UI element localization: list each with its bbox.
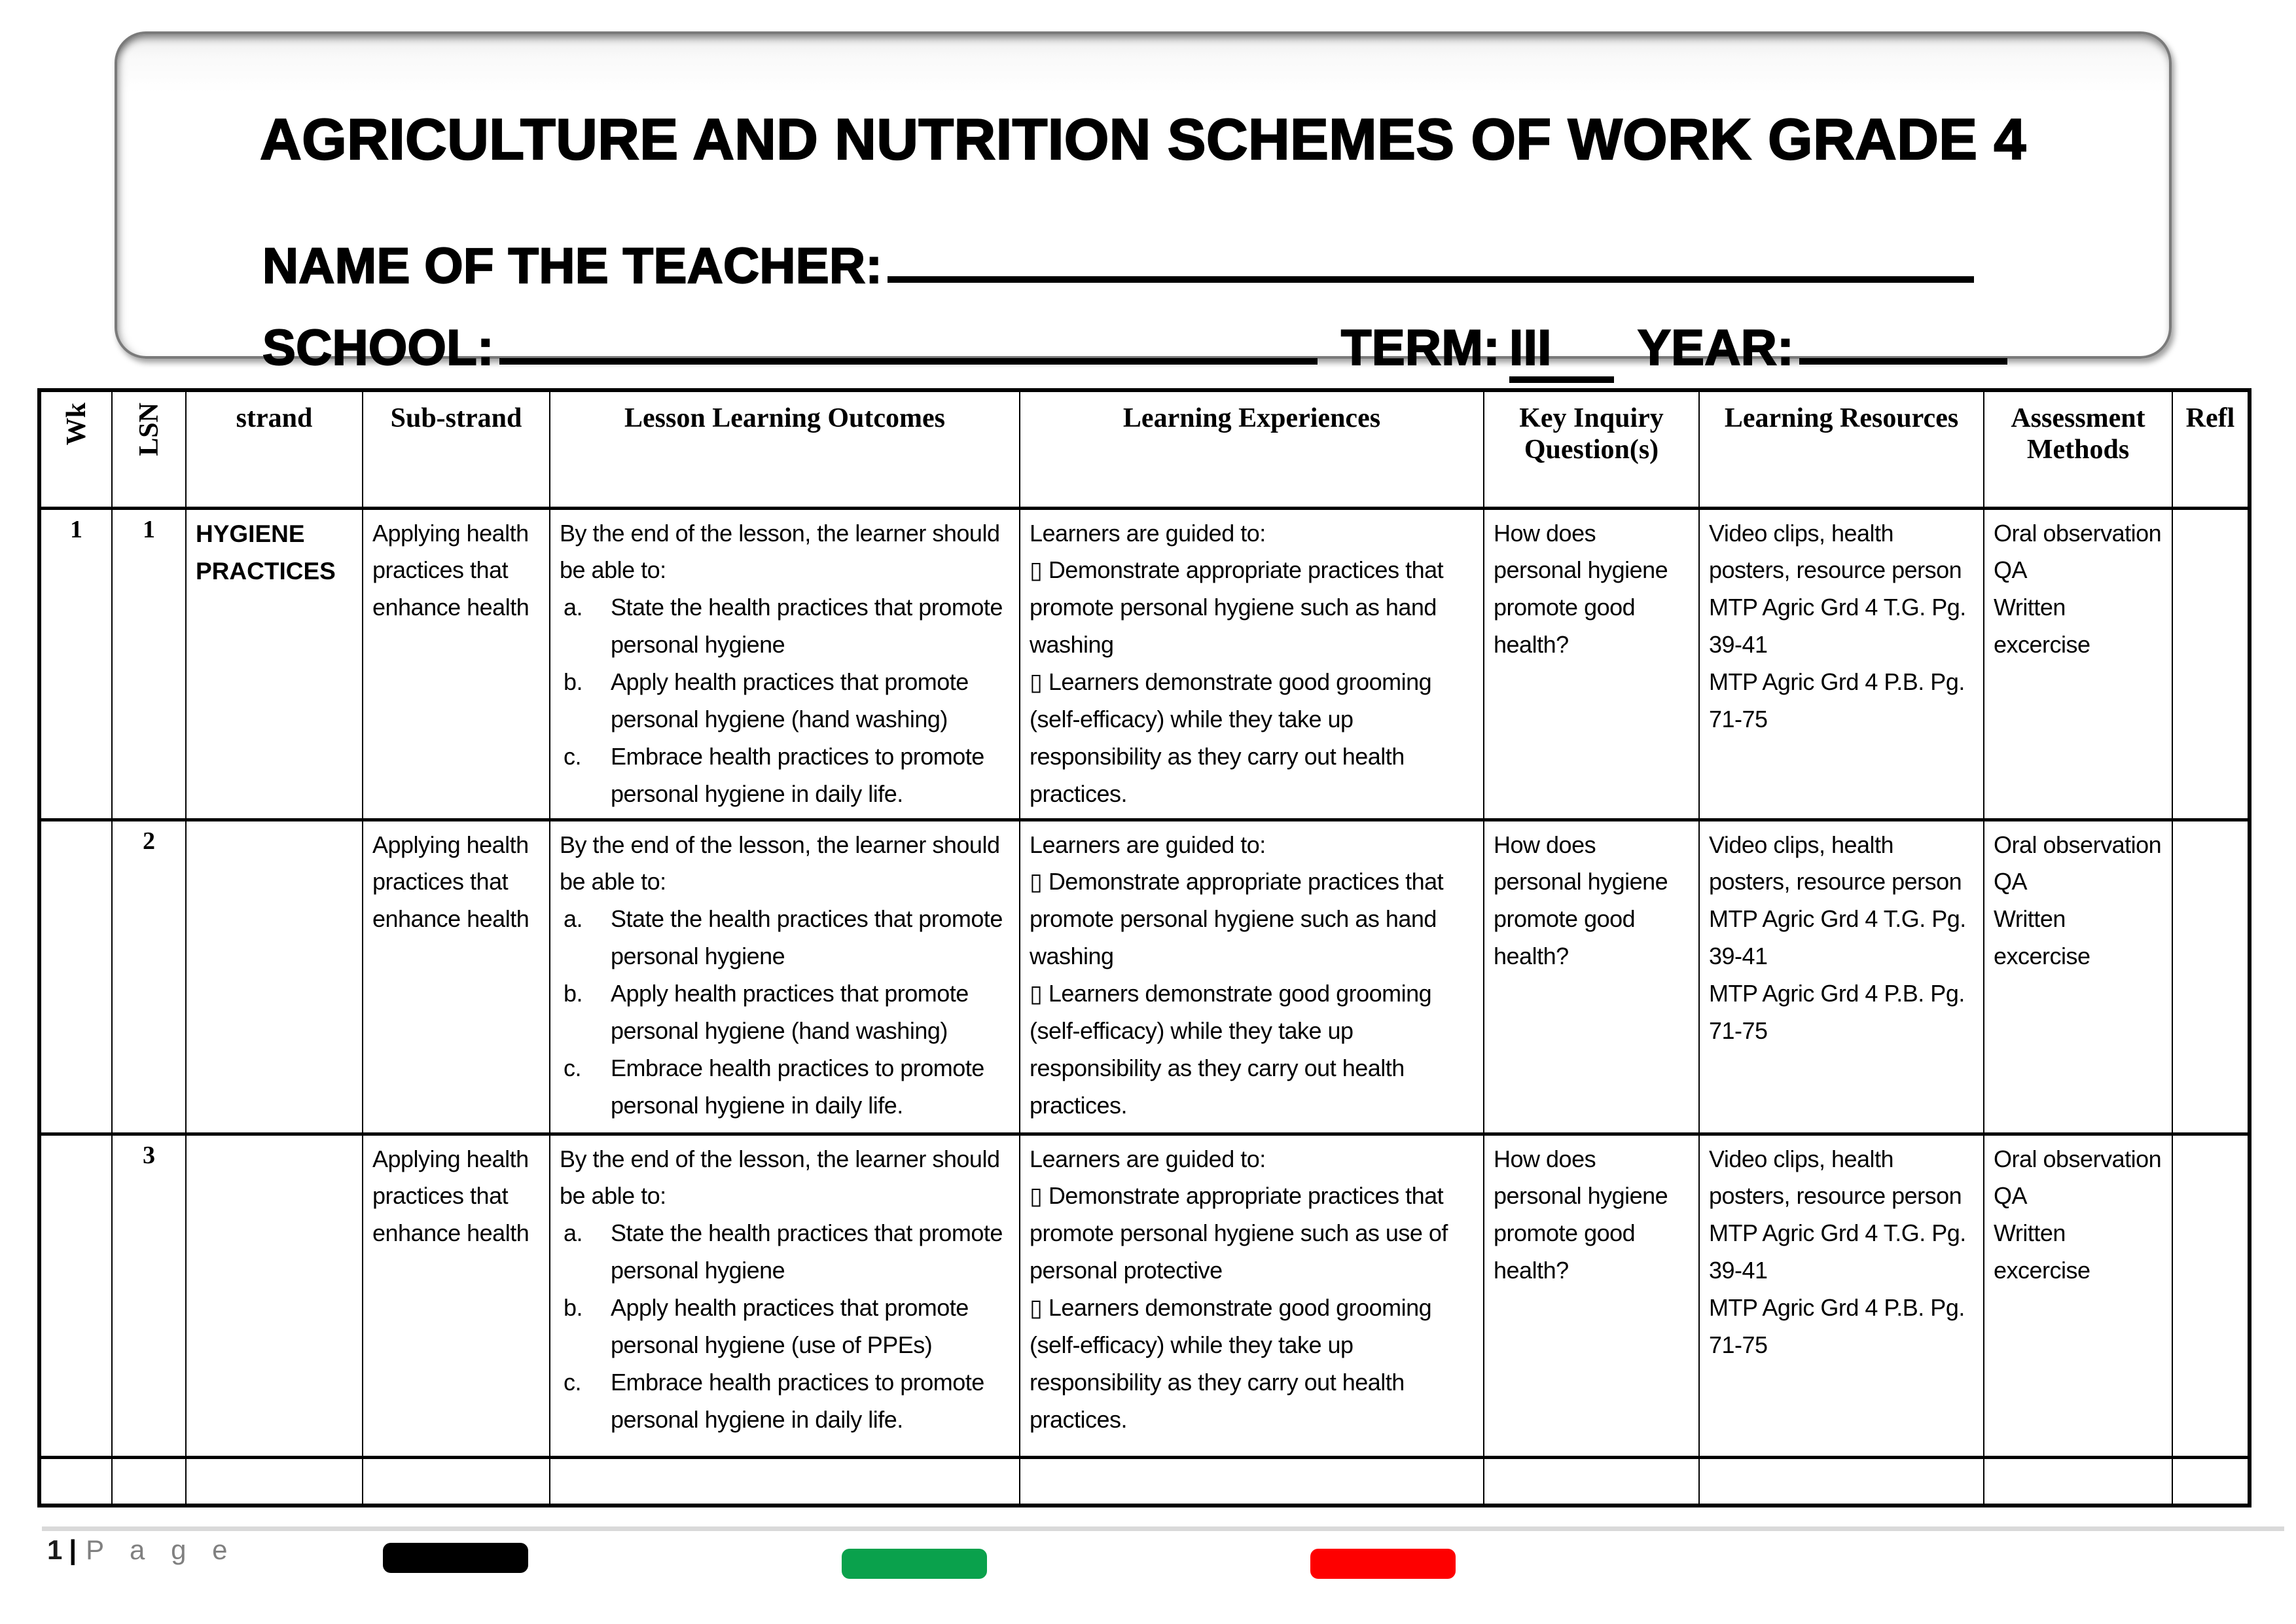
- resource-line: MTP Agric Grd 4 T.G. Pg. 39-41: [1709, 905, 1966, 970]
- footer-divider: [42, 1526, 2284, 1531]
- table-row: [39, 820, 2250, 1134]
- cell-wk: 1: [39, 508, 112, 820]
- col-header-sub-strand: Sub-strand: [363, 390, 550, 508]
- col-header-strand: strand: [186, 390, 363, 508]
- outcome-item: b. Apply health practices that promote personal hygiene (hand washing): [564, 668, 969, 732]
- outcome-item: a. State the health practices that promote personal hygiene: [564, 1219, 1003, 1284]
- teacher-field-row: [262, 230, 1974, 295]
- assessment-line: Written excercise: [1994, 905, 2090, 970]
- schemes-of-work-table: [37, 388, 2251, 1507]
- resource-line: MTP Agric Grd 4 P.B. Pg. 71-75: [1709, 980, 1965, 1044]
- experience-item: ▯ Learners demonstrate good grooming (self-efficacy) while they take up responsibility as they carry out health practices.: [1030, 668, 1432, 807]
- table-row-empty: [39, 1457, 2250, 1506]
- outcome-item: c. Embrace health practices to promote personal hygiene in daily life.: [564, 742, 984, 807]
- cell-inquiry: How does personal hygiene promote good health?: [1484, 1134, 1699, 1457]
- assessment-line: Oral observation: [1994, 519, 2162, 547]
- table-header-row: [39, 390, 2250, 508]
- cell-outcomes: [550, 1457, 1020, 1506]
- cell-assessment: [1984, 820, 2172, 1134]
- resource-line: Video clips, health posters, resource person: [1709, 1145, 1962, 1210]
- year-label: YEAR:: [1638, 319, 1795, 376]
- cell-strand: [186, 1134, 363, 1457]
- assessment-line: QA: [1994, 556, 2028, 584]
- assessment-line: Oral observation: [1994, 1145, 2162, 1172]
- cell-assessment: [1984, 1134, 2172, 1457]
- col-header-outcomes: Lesson Learning Outcomes: [550, 390, 1020, 508]
- experience-item: ▯ Demonstrate appropriate practices that promote personal hygiene such as hand washing: [1030, 556, 1444, 659]
- cell-lsn: 2: [112, 820, 186, 1134]
- cell-refl: [2172, 508, 2250, 820]
- experience-item: ▯ Demonstrate appropriate practices that promote personal hygiene such as use of personal protective: [1030, 1182, 1448, 1284]
- year-blank-line: [1799, 312, 2007, 365]
- cell-refl: [2172, 1457, 2250, 1506]
- outcomes-intro: By the end of the lesson, the learner should be able to:: [560, 1145, 1000, 1210]
- page-number-footer: [47, 1534, 236, 1566]
- teacher-blank-line: [888, 230, 1974, 283]
- col-header-assessment: Assessment Methods: [1984, 390, 2172, 508]
- cell-lsn: 3: [112, 1134, 186, 1457]
- school-field-row: [262, 312, 2007, 383]
- resource-line: Video clips, health posters, resource person: [1709, 831, 1962, 895]
- page-word: P a g e: [86, 1534, 237, 1565]
- experiences-intro: Learners are guided to:: [1030, 519, 1266, 547]
- experiences-intro: Learners are guided to:: [1030, 1145, 1266, 1172]
- cell-inquiry: How does personal hygiene promote good health?: [1484, 508, 1699, 820]
- strand-text: HYGIENE PRACTICES: [196, 520, 336, 585]
- resource-line: MTP Agric Grd 4 P.B. Pg. 71-75: [1709, 1294, 1965, 1358]
- cell-resources: [1699, 820, 1984, 1134]
- assessment-line: Oral observation: [1994, 831, 2162, 858]
- cell-outcomes: [550, 1134, 1020, 1457]
- col-header-inquiry: Key Inquiry Question(s): [1484, 390, 1699, 508]
- cell-sub-strand: Applying health practices that enhance health: [363, 820, 550, 1134]
- page-number: 1: [47, 1534, 63, 1565]
- assessment-line: Written excercise: [1994, 1219, 2090, 1284]
- cell-wk: [39, 1134, 112, 1457]
- cell-sub-strand: Applying health practices that enhance health: [363, 1134, 550, 1457]
- experience-item: ▯ Learners demonstrate good grooming (self-efficacy) while they take up responsibility as they carry out health practices.: [1030, 1294, 1432, 1433]
- cell-wk: [39, 820, 112, 1134]
- col-header-refl: Refl: [2172, 390, 2250, 508]
- col-header-experiences: Learning Experiences: [1020, 390, 1484, 508]
- outcome-item: b. Apply health practices that promote personal hygiene (hand washing): [564, 980, 969, 1044]
- cell-strand: [186, 820, 363, 1134]
- col-header-wk: Wk: [39, 390, 112, 508]
- table-row: [39, 508, 2250, 820]
- cell-strand: [186, 508, 363, 820]
- red-bar-button[interactable]: [1310, 1549, 1456, 1579]
- col-header-resources: Learning Resources: [1699, 390, 1984, 508]
- assessment-line: QA: [1994, 1182, 2028, 1210]
- resource-line: Video clips, health posters, resource person: [1709, 519, 1962, 584]
- cell-resources: [1699, 1457, 1984, 1506]
- outcome-item: a. State the health practices that promote personal hygiene: [564, 905, 1003, 970]
- school-blank-line: [499, 312, 1318, 365]
- cell-inquiry: [1484, 1457, 1699, 1506]
- cell-assessment: [1984, 1457, 2172, 1506]
- table-row: [39, 1134, 2250, 1457]
- green-bar-button[interactable]: [842, 1549, 987, 1579]
- cell-refl: [2172, 820, 2250, 1134]
- col-header-lsn: LSN: [112, 390, 186, 508]
- experience-item: ▯ Demonstrate appropriate practices that promote personal hygiene such as hand washing: [1030, 868, 1444, 970]
- cell-experiences: [1020, 820, 1484, 1134]
- term-value: III: [1509, 319, 1614, 383]
- black-bar-button[interactable]: [383, 1543, 528, 1573]
- cell-strand: [186, 1457, 363, 1506]
- outcomes-intro: By the end of the lesson, the learner should be able to:: [560, 519, 1000, 584]
- resource-line: MTP Agric Grd 4 T.G. Pg. 39-41: [1709, 1219, 1966, 1284]
- resource-line: MTP Agric Grd 4 T.G. Pg. 39-41: [1709, 594, 1966, 659]
- outcome-item: b. Apply health practices that promote personal hygiene (use of PPEs): [564, 1294, 969, 1358]
- cell-sub-strand: [363, 1457, 550, 1506]
- experience-item: ▯ Learners demonstrate good grooming (self-efficacy) while they take up responsibility as they carry out health practices.: [1030, 980, 1432, 1119]
- cell-outcomes: [550, 508, 1020, 820]
- cell-experiences: [1020, 1457, 1484, 1506]
- assessment-line: Written excercise: [1994, 594, 2090, 659]
- cell-lsn: [112, 1457, 186, 1506]
- outcomes-intro: By the end of the lesson, the learner should be able to:: [560, 831, 1000, 895]
- cell-resources: [1699, 508, 1984, 820]
- outcome-item: c. Embrace health practices to promote personal hygiene in daily life.: [564, 1054, 984, 1119]
- cell-resources: [1699, 1134, 1984, 1457]
- cell-wk: [39, 1457, 112, 1506]
- school-label: SCHOOL:: [262, 319, 494, 376]
- outcome-item: c. Embrace health practices to promote personal hygiene in daily life.: [564, 1368, 984, 1433]
- experiences-intro: Learners are guided to:: [1030, 831, 1266, 858]
- outcome-item: a. State the health practices that promote personal hygiene: [564, 594, 1003, 659]
- cell-refl: [2172, 1134, 2250, 1457]
- cell-sub-strand: Applying health practices that enhance health: [363, 508, 550, 820]
- cell-assessment: [1984, 508, 2172, 820]
- cell-experiences: [1020, 1134, 1484, 1457]
- resource-line: MTP Agric Grd 4 P.B. Pg. 71-75: [1709, 668, 1965, 732]
- teacher-label: NAME OF THE TEACHER:: [262, 238, 883, 294]
- cell-outcomes: [550, 820, 1020, 1134]
- cell-experiences: [1020, 508, 1484, 820]
- assessment-line: QA: [1994, 868, 2028, 895]
- page-number-separator: |: [69, 1534, 77, 1565]
- page-title: AGRICULTURE AND NUTRITION SCHEMES OF WORK GRADE 4: [260, 107, 2026, 171]
- title-box: [115, 31, 2172, 376]
- cell-inquiry: How does personal hygiene promote good health?: [1484, 820, 1699, 1134]
- term-label: TERM:: [1340, 319, 1501, 376]
- cell-lsn: 1: [112, 508, 186, 820]
